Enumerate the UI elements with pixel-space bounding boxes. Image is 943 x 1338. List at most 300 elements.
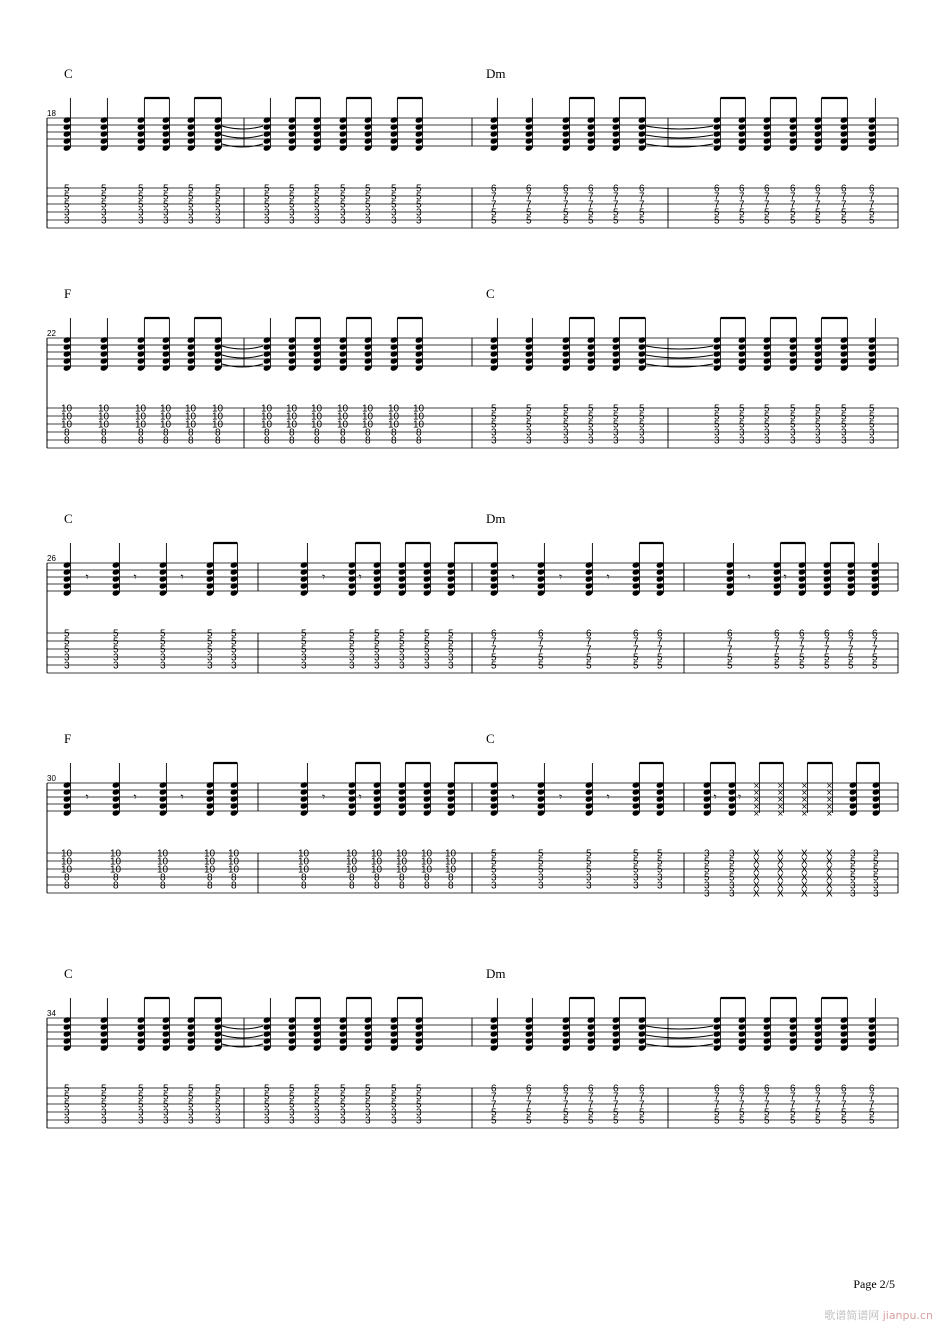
dead-note-head: × <box>753 809 760 818</box>
tab-fret-number: 5 <box>207 644 213 656</box>
tab-fret-number: 3 <box>714 427 720 439</box>
dead-note-head: × <box>777 795 784 804</box>
eighth-rest: 𝄾 <box>180 790 184 804</box>
tab-fret-number: 6 <box>491 1083 497 1095</box>
tab-fret-number: 5 <box>538 864 544 876</box>
tab-fret-number: 5 <box>301 628 307 640</box>
tab-fret-number: 5 <box>160 644 166 656</box>
tab-fret-number: 5 <box>704 864 710 876</box>
tab-fret-number: 3 <box>841 427 847 439</box>
tab-fret-number: 3 <box>491 427 497 439</box>
tab-fret-number: 10 <box>445 848 457 860</box>
tab-fret-number: 10 <box>212 419 224 431</box>
tab-fret-number: 3 <box>739 435 745 447</box>
tab-fret-number: 5 <box>538 856 544 868</box>
tab-fret-number: 5 <box>491 864 497 876</box>
tab-fret-number: 10 <box>61 411 73 423</box>
tab-fret-number: 3 <box>850 888 856 900</box>
tab-fret-number: 5 <box>314 1099 320 1111</box>
tab-fret-number: 6 <box>613 1083 619 1095</box>
tab-fret-number: 5 <box>714 207 720 219</box>
tab-fret-number: 7 <box>841 191 847 203</box>
tab-fret-number: 3 <box>869 435 875 447</box>
tab-fret-number: 10 <box>261 411 273 423</box>
tab-fret-number: 6 <box>764 1083 770 1095</box>
tab-fret-number: 6 <box>588 1083 594 1095</box>
tab-fret-number: 8 <box>101 427 107 439</box>
tab-fret-number: 10 <box>362 411 374 423</box>
tab-fret-number: 5 <box>613 1115 619 1127</box>
tab-fret-number: X <box>753 856 760 868</box>
tab-fret-number: 7 <box>872 636 878 648</box>
eighth-rest: 𝄾 <box>322 570 326 584</box>
tab-fret-number: 7 <box>739 191 745 203</box>
tab-fret-number: X <box>753 864 760 876</box>
tab-fret-number: 5 <box>657 652 663 664</box>
tab-fret-number: 7 <box>526 1099 532 1111</box>
tab-fret-number: 3 <box>301 652 307 664</box>
tab-fret-number: 7 <box>714 1099 720 1111</box>
tab-fret-number: 3 <box>163 1107 169 1119</box>
tab-fret-number: 3 <box>264 1107 270 1119</box>
tab-fret-number: 7 <box>491 1091 497 1103</box>
tab-fret-number: 7 <box>538 644 544 656</box>
tab-fret-number: 3 <box>424 660 430 672</box>
tab-fret-number: 7 <box>764 191 770 203</box>
tab-fret-number: X <box>826 864 833 876</box>
tab-fret-number: 3 <box>704 880 710 892</box>
tab-fret-number: 3 <box>613 435 619 447</box>
tab-fret-number: 5 <box>704 872 710 884</box>
tab-fret-number: 5 <box>538 652 544 664</box>
tab-fret-number: 8 <box>365 427 371 439</box>
tab-fret-number: 3 <box>264 215 270 227</box>
tab-fret-number: 5 <box>340 1083 346 1095</box>
tab-fret-number: 3 <box>526 427 532 439</box>
tab-fret-number: 3 <box>657 872 663 884</box>
tab-fret-number: 5 <box>113 636 119 648</box>
tab-fret-number: 5 <box>416 1099 422 1111</box>
tab-fret-number: 3 <box>416 215 422 227</box>
tie <box>646 126 713 129</box>
tab-fret-number: 10 <box>311 419 323 431</box>
tab-fret-number: 5 <box>399 644 405 656</box>
tab-fret-number: 3 <box>739 427 745 439</box>
tab-fret-number: 10 <box>286 411 298 423</box>
tab-fret-number: 5 <box>639 1115 645 1127</box>
tab-fret-number: 7 <box>869 1099 875 1111</box>
tab-fret-number: 5 <box>113 644 119 656</box>
tab-fret-number: 7 <box>815 1091 821 1103</box>
tab-fret-number: 7 <box>790 1091 796 1103</box>
measure-number: 18 <box>47 109 56 118</box>
tab-fret-number: 5 <box>815 215 821 227</box>
tab-fret-number: 8 <box>113 880 119 892</box>
tab-fret-number: 5 <box>790 403 796 415</box>
tab-fret-number: 3 <box>138 207 144 219</box>
tab-fret-number: 5 <box>416 183 422 195</box>
tab-fret-number: 5 <box>764 411 770 423</box>
chord-label-Dm: Dm <box>486 66 506 81</box>
tab-fret-number: 7 <box>790 1099 796 1111</box>
tab-fret-number: 7 <box>848 636 854 648</box>
tab-fret-number: 3 <box>365 1107 371 1119</box>
tab-fret-number: 5 <box>365 1083 371 1095</box>
tab-fret-number: 10 <box>228 864 240 876</box>
tab-fret-number: 5 <box>841 1107 847 1119</box>
tab-fret-number: 6 <box>657 628 663 640</box>
tab-fret-number: X <box>777 880 784 892</box>
tab-fret-number: 5 <box>729 872 735 884</box>
tab-fret-number: 3 <box>633 872 639 884</box>
tab-fret-number: 3 <box>424 652 430 664</box>
dead-note-head: × <box>826 788 833 797</box>
tab-fret-number: 5 <box>188 1091 194 1103</box>
tab-fret-number: 3 <box>586 880 592 892</box>
tab-fret-number: 7 <box>714 191 720 203</box>
tab-fret-number: 5 <box>613 1107 619 1119</box>
tab-fret-number: 7 <box>633 636 639 648</box>
dead-note-head: × <box>826 802 833 811</box>
tab-fret-number: 5 <box>264 1091 270 1103</box>
tab-fret-number: 3 <box>633 880 639 892</box>
tab-fret-number: 5 <box>841 411 847 423</box>
tab-fret-number: 5 <box>639 419 645 431</box>
dead-note-head: × <box>801 788 808 797</box>
tab-fret-number: 6 <box>869 183 875 195</box>
tab-fret-number: 6 <box>869 1083 875 1095</box>
tab-fret-number: 3 <box>289 1115 295 1127</box>
tab-fret-number: 5 <box>289 1099 295 1111</box>
tab-fret-number: 5 <box>869 419 875 431</box>
eighth-rest: 𝄾 <box>85 790 89 804</box>
tie <box>222 1044 263 1047</box>
tab-fret-number: 5 <box>491 660 497 672</box>
system-22 <box>47 286 898 448</box>
tab-fret-number: 5 <box>424 644 430 656</box>
tab-fret-number: 5 <box>657 856 663 868</box>
tab-fret-number: 6 <box>714 183 720 195</box>
tab-fret-number: 7 <box>872 644 878 656</box>
tab-fret-number: 7 <box>588 1091 594 1103</box>
tab-fret-number: 3 <box>349 660 355 672</box>
tab-fret-number: 5 <box>588 403 594 415</box>
tab-fret-number: 5 <box>639 1107 645 1119</box>
tab-fret-number: 5 <box>815 207 821 219</box>
tab-fret-number: 5 <box>374 644 380 656</box>
tab-fret-number: 5 <box>101 1091 107 1103</box>
tab-fret-number: 6 <box>563 1083 569 1095</box>
tab-fret-number: 3 <box>391 215 397 227</box>
tab-fret-number: 5 <box>365 1099 371 1111</box>
tab-fret-number: 6 <box>815 183 821 195</box>
tab-fret-number: 5 <box>64 1091 70 1103</box>
tab-fret-number: 5 <box>799 652 805 664</box>
tab-fret-number: 5 <box>872 652 878 664</box>
tab-fret-number: 5 <box>850 856 856 868</box>
tab-fret-number: 8 <box>289 427 295 439</box>
tab-fret-number: 10 <box>311 411 323 423</box>
tab-fret-number: 5 <box>64 636 70 648</box>
tab-fret-number: 3 <box>314 1107 320 1119</box>
tab-fret-number: 5 <box>588 419 594 431</box>
tab-fret-number: 5 <box>586 660 592 672</box>
tab-fret-number: 5 <box>289 1091 295 1103</box>
tab-fret-number: 5 <box>340 1091 346 1103</box>
tab-fret-number: 7 <box>869 199 875 211</box>
tab-fret-number: 5 <box>764 207 770 219</box>
tab-fret-number: 3 <box>563 427 569 439</box>
tab-fret-number: 3 <box>314 207 320 219</box>
tab-fret-number: 10 <box>160 403 172 415</box>
tab-fret-number: 5 <box>714 403 720 415</box>
tab-fret-number: 7 <box>869 1091 875 1103</box>
tab-fret-number: 3 <box>231 660 237 672</box>
tab-fret-number: 8 <box>163 427 169 439</box>
tab-fret-number: 5 <box>633 652 639 664</box>
tab-fret-number: 10 <box>298 848 310 860</box>
tab-fret-number: 5 <box>416 1091 422 1103</box>
tab-fret-number: 5 <box>869 403 875 415</box>
tab-fret-number: 5 <box>639 403 645 415</box>
tab-fret-number: 3 <box>314 215 320 227</box>
tab-fret-number: 5 <box>714 419 720 431</box>
tab-fret-number: 5 <box>160 628 166 640</box>
tab-fret-number: 7 <box>727 644 733 656</box>
tab-fret-number: 3 <box>764 435 770 447</box>
tab-fret-number: 3 <box>729 888 735 900</box>
chord-label-C: C <box>64 511 73 526</box>
tie <box>222 364 263 367</box>
tab-fret-number: 7 <box>657 636 663 648</box>
tab-fret-number: 3 <box>873 888 879 900</box>
tab-fret-number: 5 <box>563 207 569 219</box>
tab-fret-number: 6 <box>639 1083 645 1095</box>
chord-label-C: C <box>486 731 495 746</box>
tab-fret-number: 5 <box>774 660 780 672</box>
dead-note-head: × <box>753 781 760 790</box>
tab-fret-number: 5 <box>163 1091 169 1103</box>
tab-fret-number: 8 <box>64 427 70 439</box>
tab-fret-number: 5 <box>448 644 454 656</box>
dead-note-head: × <box>801 795 808 804</box>
tab-fret-number: 8 <box>101 435 107 447</box>
tab-fret-number: 6 <box>727 628 733 640</box>
tab-fret-number: 7 <box>799 636 805 648</box>
tab-fret-number: 5 <box>563 403 569 415</box>
tab-fret-number: 6 <box>841 1083 847 1095</box>
tab-fret-number: 8 <box>264 427 270 439</box>
tab-fret-number: 3 <box>264 207 270 219</box>
tab-fret-number: 3 <box>215 1115 221 1127</box>
tab-fret-number: 7 <box>790 191 796 203</box>
tab-fret-number: 5 <box>340 1099 346 1111</box>
tab-fret-number: 7 <box>639 191 645 203</box>
tab-fret-number: 10 <box>346 848 358 860</box>
eighth-rest: 𝄾 <box>133 790 137 804</box>
tab-fret-number: 5 <box>824 660 830 672</box>
tab-fret-number: 5 <box>215 199 221 211</box>
tab-fret-number: 10 <box>286 419 298 431</box>
dead-note-head: × <box>777 809 784 818</box>
tab-fret-number: 3 <box>704 848 710 860</box>
tab-fret-number: 8 <box>113 872 119 884</box>
tab-fret-number: 3 <box>138 215 144 227</box>
tab-fret-number: 5 <box>491 403 497 415</box>
tab-fret-number: 5 <box>163 191 169 203</box>
tab-fret-number: X <box>801 872 808 884</box>
tab-fret-number: 5 <box>215 183 221 195</box>
tab-fret-number: 3 <box>448 652 454 664</box>
tab-fret-number: 10 <box>311 403 323 415</box>
tab-fret-number: 5 <box>799 660 805 672</box>
tab-fret-number: 8 <box>207 872 213 884</box>
tab-fret-number: 3 <box>101 215 107 227</box>
tab-fret-number: 3 <box>340 1115 346 1127</box>
tab-fret-number: 6 <box>526 183 532 195</box>
tab-fret-number: 8 <box>207 880 213 892</box>
tab-fret-number: 5 <box>739 403 745 415</box>
tie <box>646 1026 713 1029</box>
tab-fret-number: 3 <box>588 427 594 439</box>
tab-fret-number: 5 <box>588 207 594 219</box>
tab-fret-number: 5 <box>586 848 592 860</box>
tab-fret-number: X <box>777 864 784 876</box>
tab-fret-number: 3 <box>391 207 397 219</box>
tab-fret-number: 3 <box>399 652 405 664</box>
eighth-rest: 𝄾 <box>747 570 751 584</box>
tab-fret-number: 5 <box>538 660 544 672</box>
tab-fret-number: 5 <box>101 1099 107 1111</box>
tab-fret-number: 3 <box>301 660 307 672</box>
tab-fret-number: 3 <box>113 652 119 664</box>
tab-fret-number: 5 <box>739 215 745 227</box>
tab-fret-number: 5 <box>491 848 497 860</box>
tab-fret-number: 8 <box>163 435 169 447</box>
tab-fret-number: 5 <box>64 1099 70 1111</box>
tab-fret-number: X <box>826 888 833 900</box>
tab-fret-number: 5 <box>215 1099 221 1111</box>
tab-fret-number: 10 <box>396 848 408 860</box>
tab-fret-number: 8 <box>188 427 194 439</box>
tab-fret-number: 5 <box>714 411 720 423</box>
tab-fret-number: X <box>753 872 760 884</box>
tab-fret-number: 5 <box>231 628 237 640</box>
tab-fret-number: 5 <box>586 856 592 868</box>
tab-fret-number: 3 <box>289 215 295 227</box>
eighth-rest: 𝄾 <box>322 790 326 804</box>
tab-fret-number: 5 <box>815 1107 821 1119</box>
tab-fret-number: X <box>801 880 808 892</box>
tab-fret-number: 3 <box>215 215 221 227</box>
tab-fret-number: 10 <box>204 856 216 868</box>
eighth-rest: 𝄾 <box>511 570 515 584</box>
tab-fret-number: 7 <box>848 644 854 656</box>
tab-fret-number: 5 <box>872 660 878 672</box>
chord-label-F: F <box>64 286 72 301</box>
tab-fret-number: 5 <box>873 872 879 884</box>
tab-fret-number: 7 <box>869 191 875 203</box>
tab-fret-number: 3 <box>491 872 497 884</box>
tab-fret-number: 3 <box>850 848 856 860</box>
tab-fret-number: 10 <box>212 411 224 423</box>
tab-fret-number: 5 <box>424 636 430 648</box>
tab-fret-number: 8 <box>399 872 405 884</box>
tie <box>646 135 713 138</box>
tab-fret-number: 5 <box>491 1115 497 1127</box>
tab-fret-number: 10 <box>160 411 172 423</box>
tab-fret-number: 3 <box>289 207 295 219</box>
tab-fret-number: 5 <box>416 191 422 203</box>
dead-note-head: × <box>753 788 760 797</box>
tab-fret-number: 5 <box>727 660 733 672</box>
tab-fret-number: 3 <box>764 427 770 439</box>
tab-fret-number: 7 <box>563 191 569 203</box>
tab-fret-number: 5 <box>526 419 532 431</box>
tie <box>222 1026 263 1029</box>
tab-fret-number: 5 <box>399 628 405 640</box>
tab-fret-number: 3 <box>101 1115 107 1127</box>
tab-fret-number: 3 <box>790 427 796 439</box>
tab-fret-number: 5 <box>869 207 875 219</box>
chord-label-Dm: Dm <box>486 511 506 526</box>
tab-fret-number: 5 <box>704 856 710 868</box>
tab-fret-number: 5 <box>101 199 107 211</box>
tab-fret-number: 6 <box>774 628 780 640</box>
tab-fret-number: 7 <box>538 636 544 648</box>
tab-fret-number: 3 <box>64 207 70 219</box>
tab-fret-number: 3 <box>850 880 856 892</box>
tab-fret-number: 5 <box>526 1115 532 1127</box>
tab-fret-number: 5 <box>613 207 619 219</box>
tab-fret-number: 6 <box>739 183 745 195</box>
tab-fret-number: 5 <box>850 872 856 884</box>
tab-fret-number: 5 <box>314 1091 320 1103</box>
tab-fret-number: 6 <box>848 628 854 640</box>
tab-fret-number: 8 <box>160 872 166 884</box>
tab-fret-number: 5 <box>657 848 663 860</box>
tab-fret-number: 5 <box>526 403 532 415</box>
tab-fret-number: 10 <box>157 848 169 860</box>
eighth-rest: 𝄾 <box>606 570 610 584</box>
tab-fret-number: 3 <box>340 1107 346 1119</box>
tab-fret-number: 10 <box>337 403 349 415</box>
tab-fret-number: 5 <box>416 1083 422 1095</box>
tab-fret-number: 10 <box>371 856 383 868</box>
tab-fret-number: 7 <box>588 191 594 203</box>
tab-fret-number: 7 <box>563 199 569 211</box>
measure-number: 34 <box>47 1009 56 1018</box>
tab-fret-number: 6 <box>633 628 639 640</box>
tab-fret-number: 7 <box>563 1091 569 1103</box>
tab-fret-number: 3 <box>101 1107 107 1119</box>
chord-label-Dm: Dm <box>486 966 506 981</box>
tab-fret-number: 8 <box>264 435 270 447</box>
tab-fret-number: 5 <box>138 199 144 211</box>
tab-fret-number: 7 <box>588 1099 594 1111</box>
tab-fret-number: 5 <box>526 1107 532 1119</box>
tab-fret-number: 5 <box>633 848 639 860</box>
tab-fret-number: 5 <box>729 856 735 868</box>
tab-fret-number: 5 <box>588 1115 594 1127</box>
tab-fret-number: 8 <box>424 872 430 884</box>
tab-fret-number: 5 <box>101 183 107 195</box>
tab-fret-number: 5 <box>563 411 569 423</box>
tab-fret-number: 3 <box>188 207 194 219</box>
tab-fret-number: 5 <box>138 191 144 203</box>
tab-fret-number: 5 <box>188 1099 194 1111</box>
tab-fret-number: 5 <box>727 652 733 664</box>
